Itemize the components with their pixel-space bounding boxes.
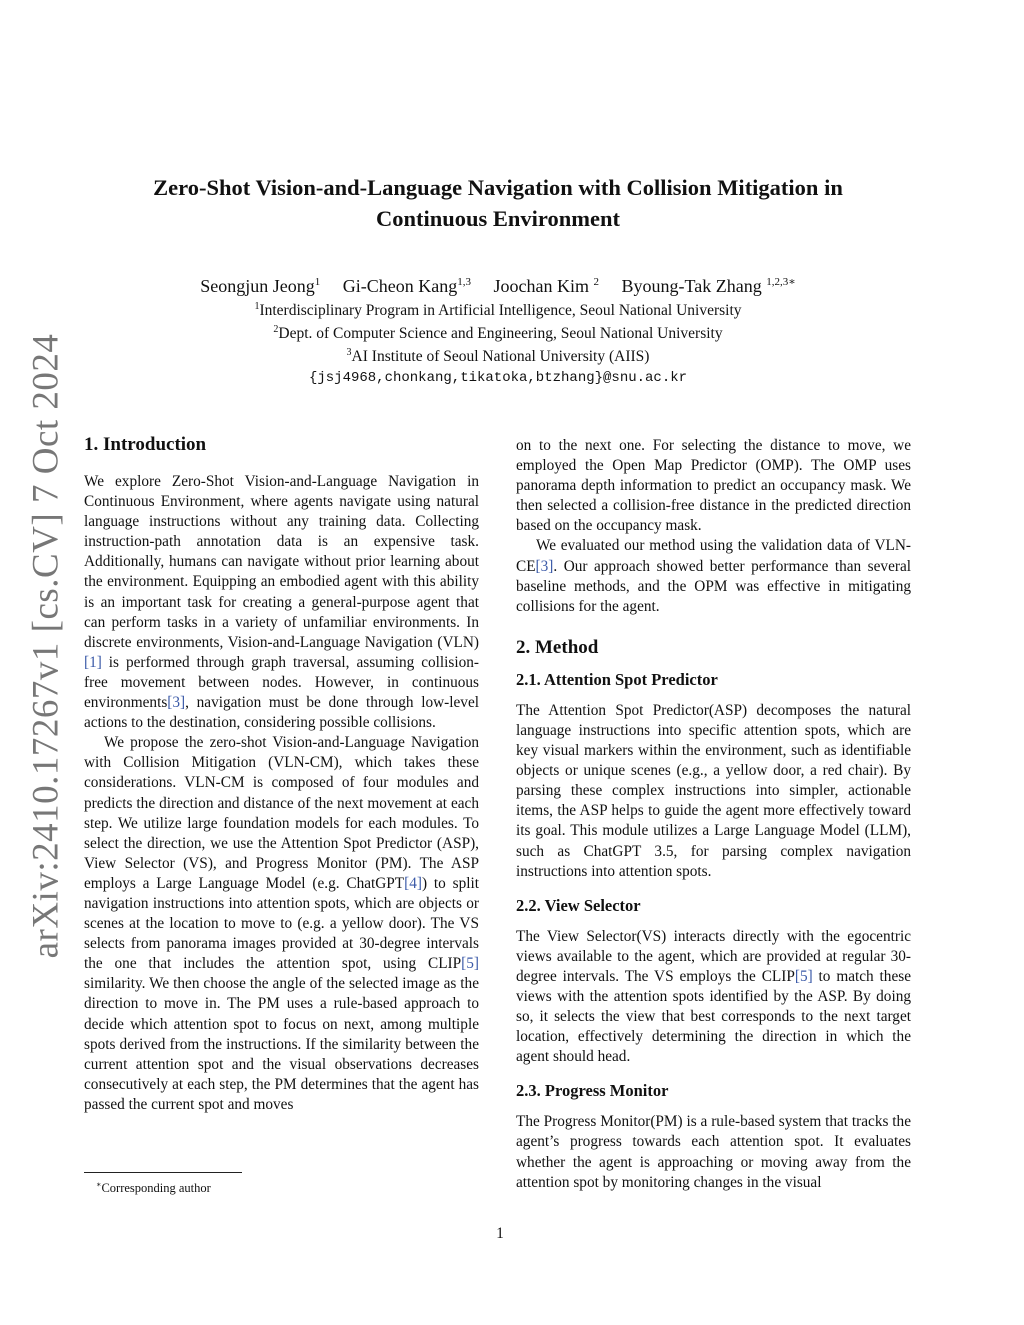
section-heading-introduction: 1. Introduction [84,434,207,455]
page-number: 1 [496,1225,504,1242]
intro-paragraph-2: We propose the zero-shot Vision-and-Language Navigation with Collision Mitigation (VLN-CM), which takes these considerations. VLN-CM is composed of four modules and predicts the direction and distance of the next movement at each step. We utilize large foundation models for each modules. To select the direction, we use the Attention Spot Predictor (ASP), View Selector (VS), and Progress Monitor (PM). The ASP employs a Large Language Model (e.g. ChatGPT[4]) to split navigation instructions into attention spots, which are objects or scenes at the location to move to (e.g. a yellow door). The VS selects from panorama images provided at 30-degree intervals the one that includes the attention spot, using CLIP[5] similarity. We then choose the angle of the selected image as the direction to move in. The PM uses a rule-based approach to decide which attention spot to focus on next, among multiple spots derived from the instructions. If the similarity between the current attention spot and the visual observations decreases consecutively at each step, the PM determines that the agent has passed the current spot and moves [84,734,479,1113]
author: Joochan Kim $^2$ [493,276,599,296]
intro-paragraph-1: We explore Zero-Shot Vision-and-Language Navigation in Continuous Environment, where agents navigate using natural language instructions without any training data. Collecting instruction-path annotation data is an expensive task. Additionally, humans can navigate without prior learning about the environment. Equipping an embodied agent with this ability is an important task for creating a general-purpose agent that can perform tasks in a variety of unfamiliar environments. In discrete environments, Vision-and-Language Navigation (VLN)[1] is performed through graph traversal, assuming collision-free movement between nodes. However, in continuous environments[3], navigation must be done through low-level actions to the destination, considering possible collisions. [84,473,479,732]
subsection-heading-asp: 2.1. Attention Spot Predictor [516,669,718,689]
right-column [516,436,911,1193]
affiliation: $^3$AI Institute of Seoul National University (AIIS) [346,347,650,366]
pm-paragraph: The Progress Monitor(PM) is a rule-based system that tracks the agent’s progress towards each attention spot. It evaluates whether the agent is approaching or moving away from the attention spot by monitoring changes in the visual [516,1113,911,1191]
intro-paragraph-continued: on to the next one. For selecting the distance to move, we employed the Open Map Predictor (OMP). The OMP uses panorama depth information to predict an occupancy mask. We then selected a collision-free distance in the predicted direction based on the occupancy mask. [516,437,911,535]
citation-link[interactable]: [5] [461,955,479,973]
title-line-1: Zero-Shot Vision-and-Language Navigation with Collision Mitigation in [153,175,843,200]
citation-link[interactable]: [3] [535,557,554,575]
subsection-heading-pm: 2.3. Progress Monitor [516,1081,669,1101]
citation-link[interactable]: [4] [404,874,422,892]
arxiv-identifier: arXiv:2410.17267v1 [cs.CV] 7 Oct 2024 [25,333,67,959]
intro-paragraph-3: We evaluated our method using the validation data of VLN-CE[3]. Our approach showed better performance than several baseline methods, and the OPM was effective in mitigating collisions for the agent. [516,537,911,615]
author-emails: {jsj4968,chonkang,tikatoka,btzhang}@snu.ac.kr [308,370,688,386]
author-list [100,270,896,298]
citation-link[interactable]: [3] [167,694,186,712]
author: Byoung-Tak Zhang $^{1,2,3∗}$ [621,276,796,296]
section-heading-method: 2. Method [516,636,599,658]
citation-link[interactable]: [5] [794,967,813,985]
author: Seongjun Jeong$^1$ [200,276,321,296]
footnote-divider [84,1172,242,1173]
title-line-2: Continuous Environment [375,206,621,231]
affiliation: $^2$Dept. of Computer Science and Engineering, Seoul National University [273,324,723,343]
affiliation: $^1$Interdisciplinary Program in Artificial Intelligence, Seoul National University [254,301,742,320]
asp-paragraph: The Attention Spot Predictor(ASP) decomposes the natural language instructions into specific attention spots, which are key visual markers within the environment, such as identifiable objects or unique scenes (e.g., a yellow door, a red chair). By parsing these complex instructions into simpler, actionable items, the ASP helps to guide the agent more effectively toward its goal. This module utilizes a Large Language Model (LLM), such as ChatGPT 3.5, for parsing complex navigation instructions into attention spots. [516,701,911,880]
paper-title [100,172,896,234]
subsection-heading-vs: 2.2. View Selector [516,895,641,915]
vs-paragraph: The View Selector(VS) interacts directly with the egocentric views available to the agent, which are provided at regular 30-degree intervals. The VS employs the CLIP[5] to match these views with the attention spots identified by the ASP. By doing so, it selects the view that best corresponds to the next target location, effectively determining the direction in which the agent should head. [516,927,911,1066]
author: Gi-Cheon Kang$^{1,3}$ [342,276,472,296]
footnote: ∗Corresponding author [96,1180,211,1196]
left-column [84,432,479,1115]
citation-link[interactable]: [1] [84,653,102,671]
